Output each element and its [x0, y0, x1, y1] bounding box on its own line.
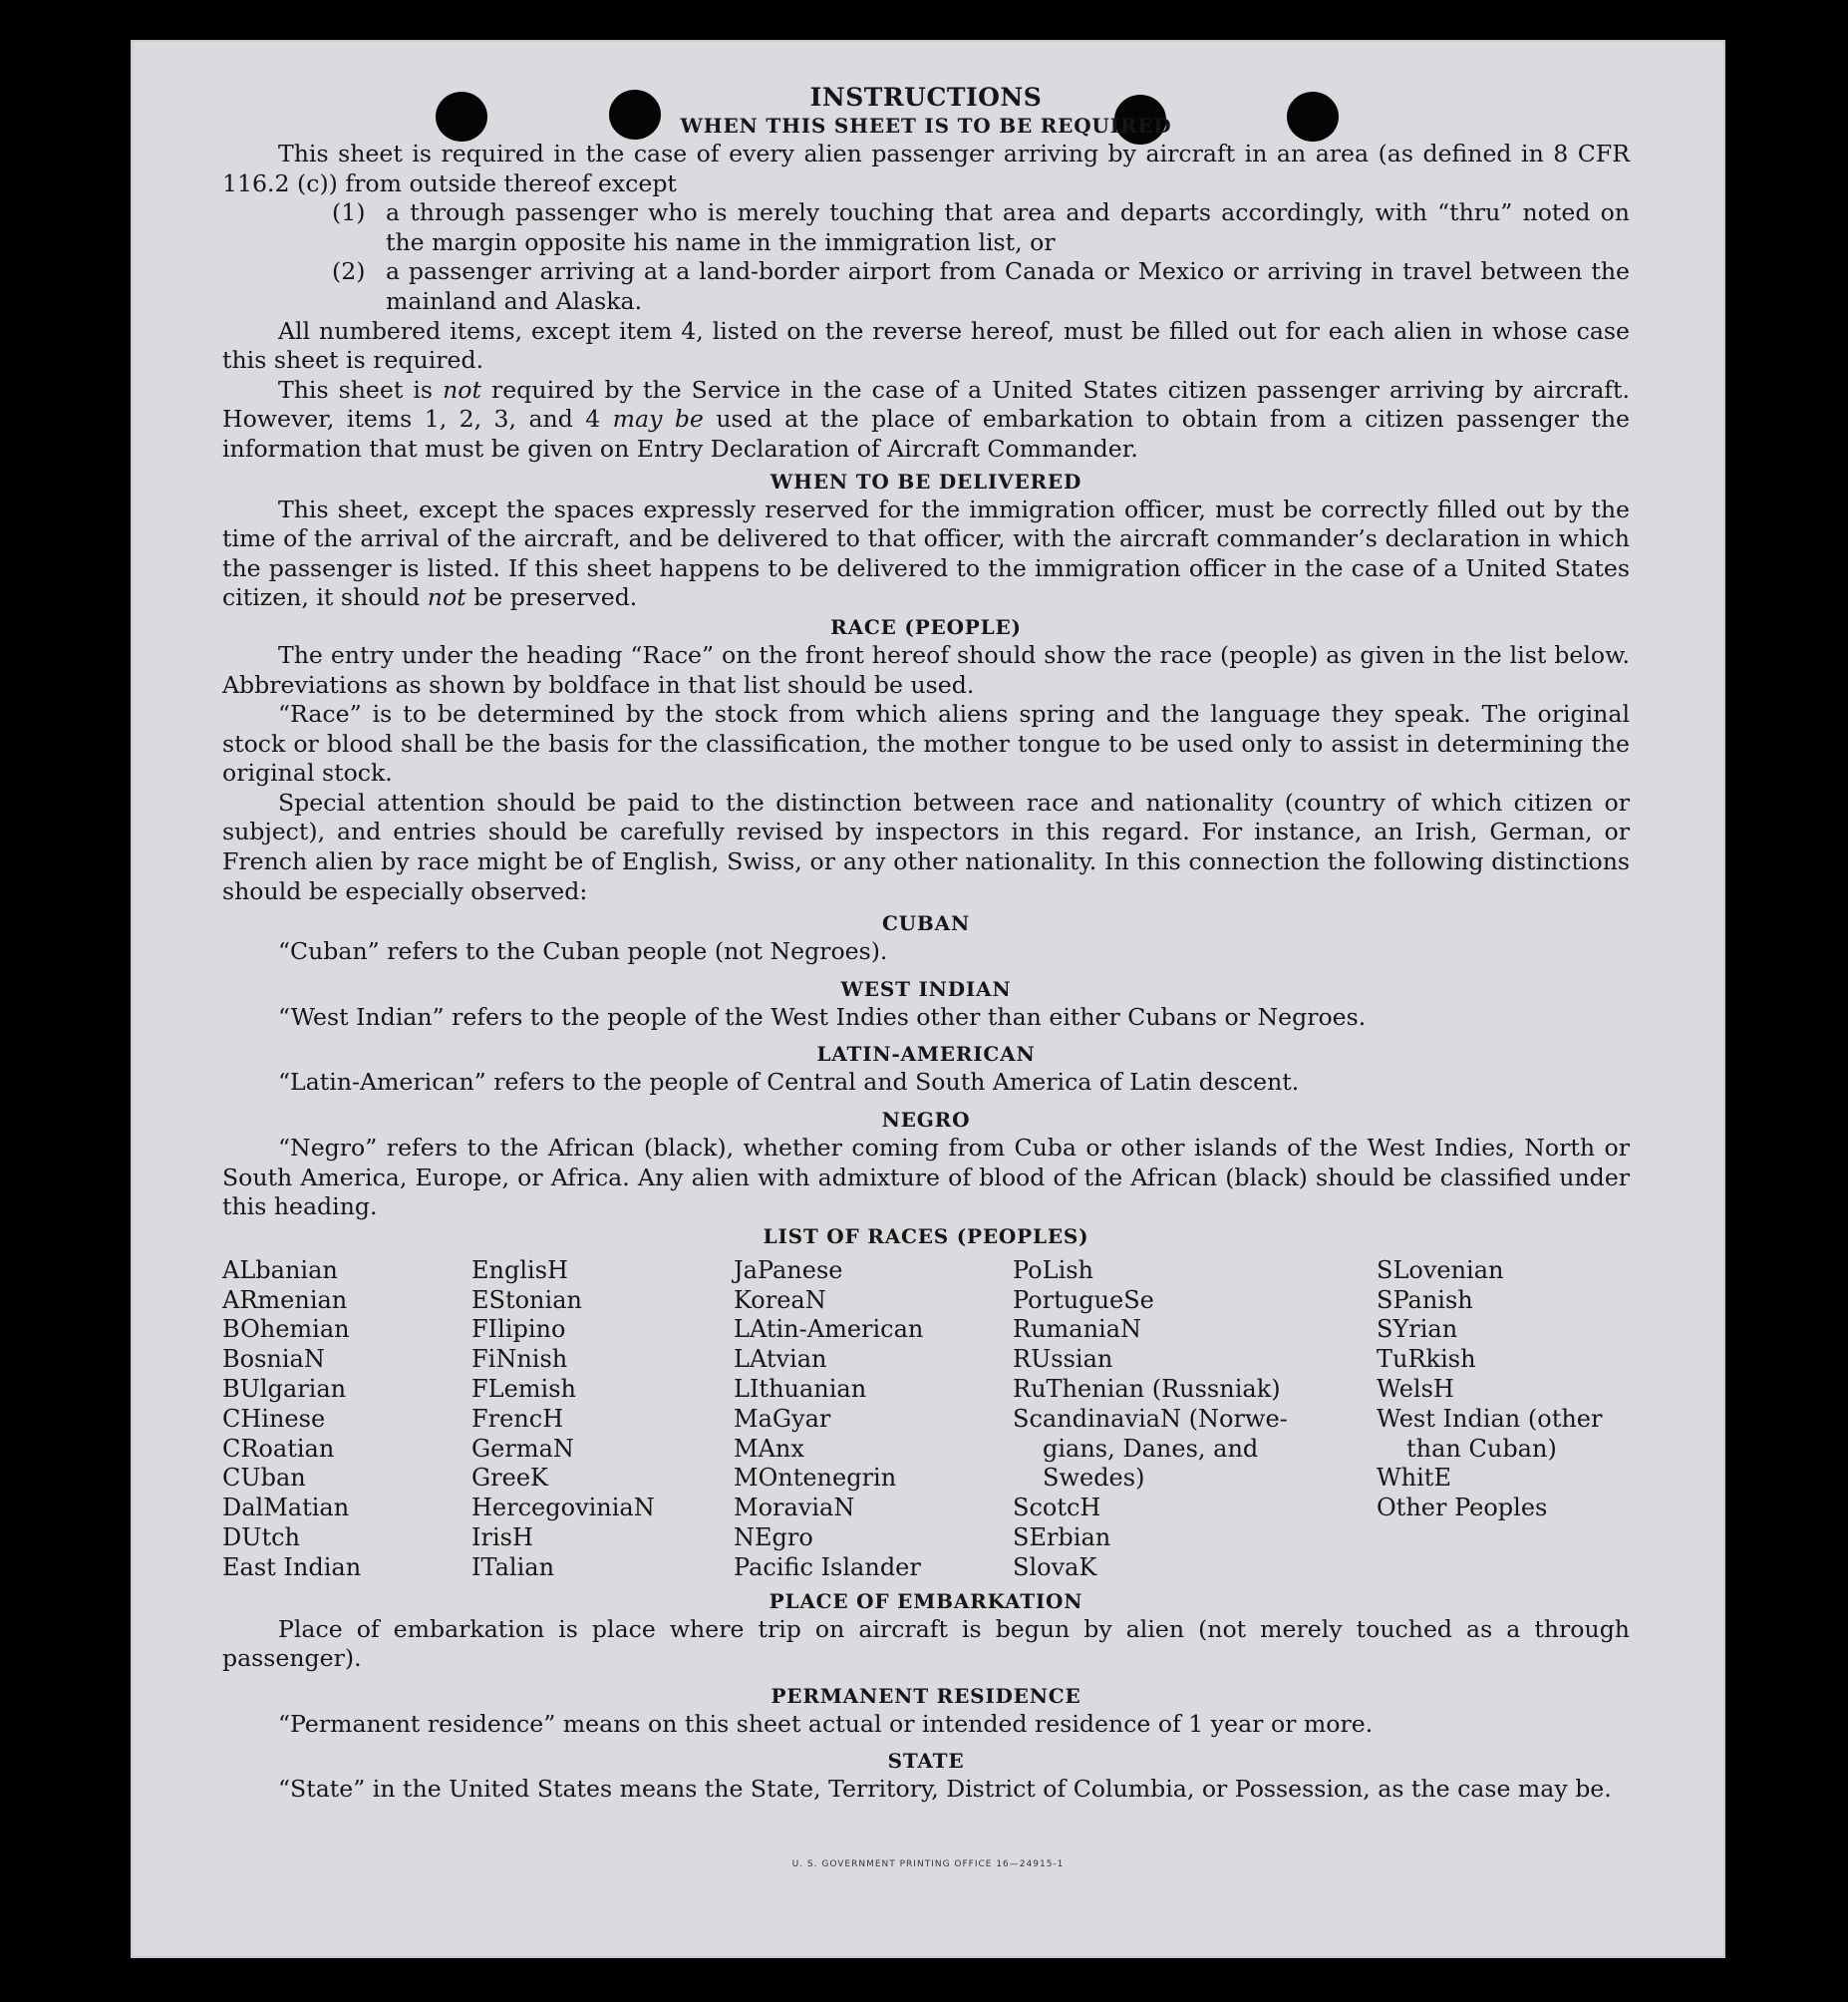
intro-paragraph: This sheet is required in the case of every alien passenger arriving by aircraft in an area (as defined in 8 CFR 116.2 (c)) from outside thereof except [222, 140, 1630, 197]
emphasis: not [443, 375, 481, 404]
race-entry: IrisH [471, 1522, 533, 1551]
definition-text: “West Indian” refers to the people of the West Indies other than either Cubans or Negroes. [278, 1002, 1367, 1031]
race-entry: BosniaN [222, 1345, 325, 1374]
race-paragraph: “Race” is to be determined by the stock from which aliens spring and the language they speak. The original stock or blood shall be the basis for the classification, the mother tongue to be used only to assist in determining the original stock. [222, 700, 1630, 788]
race-paragraph: The entry under the heading “Race” on the front hereof should show the race (people) as given in the list below. Abbreviations as shown by boldface in that list should be used. [222, 640, 1630, 699]
document-sheet [131, 40, 1725, 1958]
race-column [734, 1256, 1013, 1583]
race-entry: DalMatian [222, 1494, 350, 1522]
race-entry: Swedes) [1043, 1464, 1145, 1493]
race-entry: SYrian [1377, 1315, 1458, 1344]
race-entry: FLemish [471, 1375, 576, 1403]
race-entry: ARmenian [222, 1285, 348, 1314]
race-entry: ScotcH [1013, 1494, 1101, 1522]
race-entry: RUssian [1013, 1345, 1113, 1374]
section-heading: WHEN THIS SHEET IS TO BE REQUIRED [680, 114, 1172, 138]
race-entry: SPanish [1377, 1285, 1473, 1314]
document-body [222, 82, 1630, 1805]
race-entry: BOhemian [222, 1315, 350, 1344]
section-heading: WEST INDIAN [840, 976, 1012, 1001]
race-entry: PortugueSe [1013, 1285, 1154, 1314]
race-entry: NEgro [734, 1522, 813, 1551]
exception-number: (1) [332, 198, 366, 227]
race-entry: EnglisH [471, 1255, 568, 1284]
race-entry: CUban [222, 1464, 306, 1493]
race-column [222, 1256, 471, 1583]
race-entry: MaGyar [734, 1404, 831, 1433]
race-entry: BUlgarian [222, 1375, 347, 1403]
race-entry: gians, Danes, and [1043, 1434, 1259, 1463]
race-entry: West Indian (other [1377, 1404, 1603, 1433]
race-entry: EStonian [471, 1285, 582, 1314]
race-column [1013, 1256, 1377, 1583]
section-heading: WHEN TO BE DELIVERED [770, 469, 1082, 494]
race-entry: MoraviaN [734, 1494, 855, 1522]
exception-number: (2) [332, 257, 366, 286]
exception-text: a passenger arriving at a land-border airport from Canada or Mexico or arriving in travel between the mainland and Alaska. [386, 257, 1630, 315]
race-entry: KoreaN [734, 1285, 826, 1314]
race-column [1377, 1256, 1626, 1583]
race-entry: LIthuanian [734, 1375, 867, 1403]
citizen-paragraph [222, 376, 1630, 465]
race-entry: ALbanian [222, 1255, 338, 1284]
race-entry: GermaN [471, 1434, 574, 1463]
race-entry: Other Peoples [1377, 1494, 1548, 1522]
race-entry: East Indian [222, 1552, 362, 1581]
text-run: be preserved. [465, 583, 638, 612]
section-heading: LATIN-AMERICAN [816, 1042, 1036, 1067]
exception-item [222, 257, 1630, 316]
race-entry: LAtvian [734, 1345, 827, 1374]
exception-text: a through passenger who is merely touching that area and departs accordingly, with “thru” noted on the margin opposite his name in the immigration list, or [386, 198, 1630, 256]
emphasis: not [427, 583, 466, 612]
race-list [222, 1256, 1630, 1583]
text-run: This sheet is [278, 375, 444, 404]
race-entry: PoLish [1013, 1255, 1094, 1284]
race-entry: TuRkish [1377, 1345, 1476, 1374]
race-entry: CHinese [222, 1404, 326, 1433]
race-entry: FiNnish [471, 1345, 568, 1374]
numbered-items-paragraph: All numbered items, except item 4, listed on the reverse hereof, must be filled out for each alien in whose case this sheet is required. [222, 316, 1630, 375]
race-entry: ScandinaviaN (Norwe- [1013, 1404, 1288, 1433]
section-heading: STATE [887, 1749, 965, 1774]
race-entry: FrencH [471, 1404, 564, 1433]
race-entry: MOntenegrin [734, 1464, 897, 1493]
race-entry: SErbian [1013, 1522, 1111, 1551]
race-entry: JaPanese [734, 1255, 843, 1284]
residence-text: “Permanent residence” means on this sheet actual or intended residence of 1 year or more. [278, 1709, 1374, 1738]
section-heading: PERMANENT RESIDENCE [770, 1683, 1081, 1708]
state-text: “State” in the United States means the State, Territory, District of Columbia, or Possession, as the case may be. [278, 1775, 1612, 1804]
race-entry: RumaniaN [1013, 1315, 1142, 1344]
embarkation-text: Place of embarkation is place where trip on aircraft is begun by alien (not merely touched as a through passenger). [222, 1614, 1630, 1673]
race-entry: LAtin-American [734, 1315, 924, 1344]
race-entry: MAnx [734, 1434, 804, 1463]
page-title: INSTRUCTIONS [809, 83, 1043, 112]
race-entry: SlovaK [1013, 1552, 1097, 1581]
text-run: This sheet, except the spaces expressly reserved for the immigration officer, must be correctly filled out by the time of the arrival of the aircraft, and be delivered to that officer, with the aircraft commander’s declaration in which the passenger is listed. If this sheet happens to be delivered to the immigration officer in the case of a United States citizen, it should [222, 495, 1630, 612]
text-run: required by the Service in the case of a United States citizen passenger arriving by aircraft. However, items 1, 2, 3, and 4 [222, 375, 1631, 434]
printer-imprint: U. S. GOVERNMENT PRINTING OFFICE 16—24915-1 [791, 1859, 1065, 1869]
definition-text: “Latin-American” refers to the people of Central and South America of Latin descent. [278, 1068, 1300, 1097]
race-entry: RuThenian (Russniak) [1013, 1375, 1281, 1403]
section-heading: RACE (PEOPLE) [830, 614, 1022, 639]
race-paragraph: Special attention should be paid to the distinction between race and nationality (country of which citizen or subject), and entries should be carefully revised by inspectors in this regard. For instance, an Irish, German, or French alien by race might be of English, Swiss, or any other nationality. In this connection the following distinctions should be especially observed: [222, 788, 1630, 905]
race-entry: than Cuban) [1406, 1434, 1557, 1463]
race-entry: DUtch [222, 1522, 301, 1551]
race-entry: FIlipino [471, 1315, 566, 1344]
race-entry: SLovenian [1377, 1255, 1504, 1284]
text-run: used at the place of embarkation to obtain from a citizen passenger the information that must be given on Entry Declaration of Aircraft Commander. [222, 405, 1631, 463]
definition-text: “Negro” refers to the African (black), whether coming from Cuba or other islands of the West Indies, North or South America, Europe, or Africa. Any alien with admixture of blood of the African (black) should be classified under this heading. [222, 1134, 1630, 1221]
race-entry: ITalian [471, 1552, 555, 1581]
section-heading: PLACE OF EMBARKATION [769, 1588, 1083, 1613]
race-entry: WelsH [1377, 1375, 1454, 1403]
race-entry: Pacific Islander [734, 1552, 921, 1581]
delivered-paragraph [222, 496, 1630, 613]
race-entry: HercegoviniaN [471, 1494, 655, 1522]
race-column [471, 1256, 734, 1583]
section-heading: LIST OF RACES (PEOPLES) [763, 1223, 1089, 1248]
emphasis: may be [612, 405, 704, 434]
section-heading: CUBAN [881, 911, 971, 936]
exception-item [222, 198, 1630, 257]
race-entry: WhitE [1377, 1464, 1451, 1493]
definition-text: “Cuban” refers to the Cuban people (not Negroes). [278, 937, 888, 966]
race-entry: GreeK [471, 1464, 548, 1493]
section-heading: NEGRO [881, 1108, 971, 1133]
race-entry: CRoatian [222, 1434, 335, 1463]
